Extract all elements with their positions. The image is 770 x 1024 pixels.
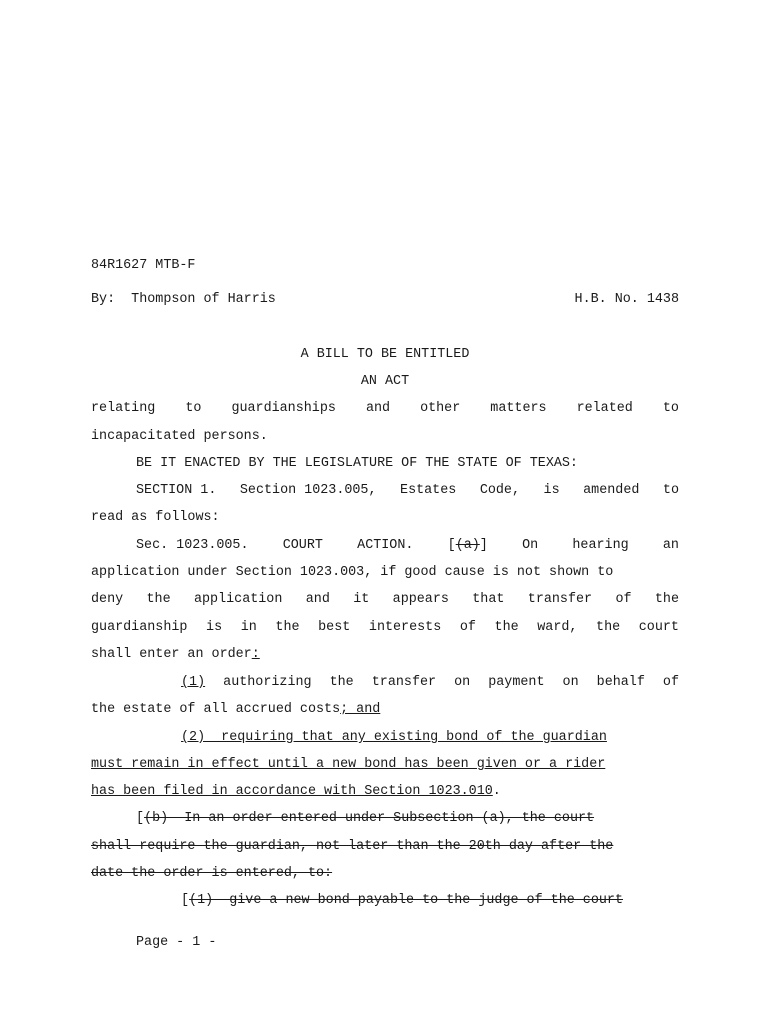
added-colon: :: [251, 647, 260, 662]
sec-word: On: [522, 538, 539, 553]
bill-number: H.B. No. 1438: [574, 292, 679, 307]
sec-word: hearing: [572, 538, 629, 553]
body-word: the: [494, 620, 519, 635]
page-footer: Page - 1 -: [136, 935, 217, 950]
sec-word: an: [662, 538, 679, 553]
body-word: interests: [368, 620, 442, 635]
item-word: behalf: [596, 675, 645, 690]
caption-word: to: [662, 401, 679, 416]
struck-b-line-3: date the order is entered, to:: [91, 866, 333, 881]
body-word: the: [146, 592, 171, 607]
header-line: [91, 290, 679, 310]
item-1-line-2: the estate of all accrued costs; and: [91, 702, 381, 717]
body-word: appears: [392, 592, 449, 607]
sec1-word: Section 1023.005,: [239, 483, 377, 498]
item-word: on: [454, 675, 471, 690]
caption-word: and: [365, 401, 391, 416]
struck-b-line-2: shall require the guardian, not later than the 20th day after the: [91, 839, 614, 854]
body-word: it: [353, 592, 370, 607]
by-line: By: Thompson of Harris: [91, 292, 276, 307]
body-word: deny: [91, 592, 124, 607]
item-2-line-3: has been filed in accordance with Section 1023.010.: [91, 784, 501, 799]
body-word: and: [305, 592, 330, 607]
body-line-4: [91, 618, 679, 638]
sec1-word: Estates: [400, 483, 457, 498]
struck-b-line-1: [(b) In an order entered under Subsection (a), the court: [136, 811, 595, 826]
caption-word: to: [185, 401, 202, 416]
body-line-3: [91, 590, 679, 610]
body-word: the: [275, 620, 300, 635]
item-1-label: (1): [181, 675, 206, 690]
item-2-line-1: (2) requiring that any existing bond of the guardian: [181, 730, 607, 745]
caption-word: related: [576, 401, 633, 416]
sec1-word: amended: [583, 483, 640, 498]
struck-1-line-1: [(1) give a new bond payable to the judge of the court: [181, 893, 623, 908]
body-word: of: [459, 620, 476, 635]
sec-word: COURT: [282, 538, 323, 553]
section-1-line-2: read as follows:: [91, 510, 220, 525]
enacting-clause: BE IT ENACTED BY THE LEGISLATURE OF THE STATE OF TEXAS:: [136, 456, 578, 471]
body-word: guardianship: [91, 620, 188, 635]
body-word: application: [193, 592, 283, 607]
item-word: payment: [488, 675, 545, 690]
sec-number: Sec. 1023.005.: [136, 538, 249, 553]
bill-title: A BILL TO BE ENTITLED: [300, 347, 470, 362]
item-word: authorizing: [223, 675, 312, 690]
body-word: ward,: [537, 620, 578, 635]
sec1-word: is: [543, 483, 560, 498]
body-word: best: [318, 620, 351, 635]
caption-word: relating: [91, 401, 156, 416]
sec1-word: to: [662, 483, 679, 498]
body-word: transfer: [527, 592, 593, 607]
caption-line-1: [91, 399, 679, 419]
body-line-5: shall enter an order:: [91, 647, 260, 662]
sec-word: ACTION.: [357, 538, 414, 553]
body-word: of: [615, 592, 632, 607]
caption-word: matters: [490, 401, 547, 416]
sec1-word: SECTION 1.: [136, 483, 217, 498]
caption-line-2: incapacitated persons.: [91, 429, 268, 444]
sec-heading-line: [91, 536, 679, 556]
act-title: AN ACT: [360, 374, 410, 389]
added-and: ; and: [340, 702, 381, 717]
document-id: 84R1627 MTB-F: [91, 258, 196, 273]
item-word: of: [662, 675, 679, 690]
caption-word: guardianships: [231, 401, 336, 416]
item-word: on: [562, 675, 579, 690]
body-word: that: [472, 592, 505, 607]
item-word: transfer: [371, 675, 437, 690]
sec1-word: Code,: [479, 483, 520, 498]
section-1-line-1: [91, 481, 679, 501]
body-word: court: [638, 620, 679, 635]
caption-word: other: [420, 401, 461, 416]
item-2-line-2: must remain in effect until a new bond has been given or a rider: [91, 757, 606, 772]
body-word: the: [596, 620, 621, 635]
body-line-2: application under Section 1023.003, if good cause is not shown to: [91, 565, 614, 580]
body-word: the: [654, 592, 679, 607]
item-word: the: [329, 675, 354, 690]
body-word: in: [240, 620, 257, 635]
struck-subsection-a: [(a)]: [447, 538, 488, 553]
item-1-line-1: [91, 673, 679, 693]
body-word: is: [206, 620, 223, 635]
